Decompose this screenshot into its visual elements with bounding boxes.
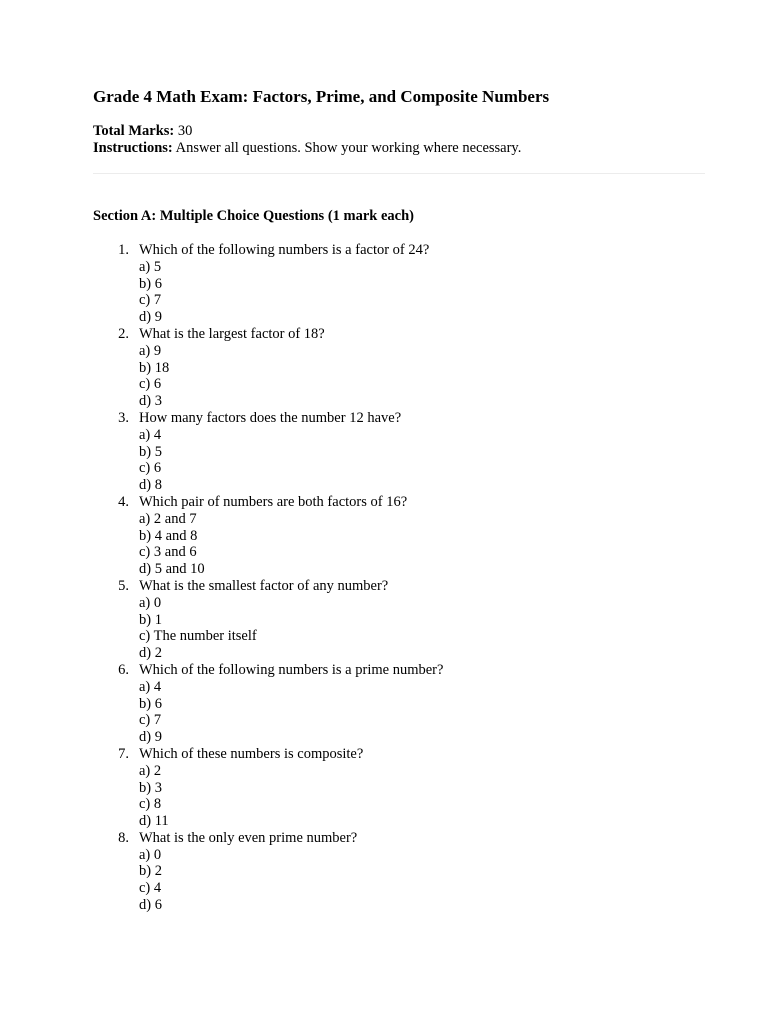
answer-option: c) 4 [139, 880, 162, 897]
answer-option: d) 3 [139, 393, 162, 410]
answer-option: d) 8 [139, 477, 162, 494]
question-item [93, 242, 443, 326]
answer-option: d) 11 [139, 813, 169, 830]
answer-option: d) 9 [139, 309, 162, 326]
answer-option: c) The number itself [139, 628, 257, 645]
question-text: What is the largest factor of 18? [139, 325, 325, 342]
question-number: 2. [118, 325, 129, 342]
question-item [93, 410, 443, 494]
answer-option: a) 9 [139, 342, 162, 359]
answer-option: d) 5 and 10 [139, 561, 205, 578]
answer-option: b) 3 [139, 779, 162, 796]
question-number: 3. [118, 409, 129, 426]
question-text: Which of the following numbers is a prime number? [139, 661, 444, 678]
answer-option: c) 7 [139, 712, 162, 729]
answer-option: a) 4 [139, 678, 162, 695]
question-number: 5. [118, 577, 129, 594]
total-marks-line [93, 123, 521, 140]
answer-option: b) 4 and 8 [139, 527, 198, 544]
question-text: How many factors does the number 12 have? [139, 409, 402, 426]
section-a-title: Section A: Multiple Choice Questions (1 mark each) [93, 208, 414, 224]
question-text: What is the only even prime number? [139, 829, 358, 846]
question-list [93, 242, 443, 914]
question-text: Which pair of numbers are both factors of 16? [139, 493, 408, 510]
answer-option: a) 0 [139, 846, 162, 863]
question-item [93, 830, 443, 914]
question-text: Which of the following numbers is a factor of 24? [139, 242, 430, 258]
question-text: What is the smallest factor of any number? [139, 577, 389, 594]
answer-option: c) 6 [139, 460, 162, 477]
question-text: Which of these numbers is composite? [139, 745, 364, 762]
answer-option: a) 4 [139, 426, 162, 443]
instructions-text: Answer all questions. Show your working where necessary. [175, 140, 522, 156]
answer-option: a) 2 [139, 762, 162, 779]
instructions-label: Instructions: [93, 140, 173, 156]
question-number: 4. [118, 493, 129, 510]
answer-option: c) 3 and 6 [139, 544, 197, 561]
answer-option: b) 18 [139, 359, 170, 376]
total-marks-value: 30 [177, 123, 193, 139]
question-item [93, 746, 443, 830]
answer-option: b) 6 [139, 695, 162, 712]
answer-option: d) 2 [139, 645, 162, 662]
exam-meta [93, 123, 521, 157]
answer-option: b) 6 [139, 275, 162, 292]
answer-option: a) 0 [139, 594, 162, 611]
instructions-line [93, 140, 521, 157]
answer-option: b) 2 [139, 863, 162, 880]
question-item [93, 494, 443, 578]
page-title: Grade 4 Math Exam: Factors, Prime, and Composite Numbers [93, 87, 550, 106]
answer-option: d) 6 [139, 897, 162, 914]
answer-option: c) 8 [139, 796, 162, 813]
divider [93, 173, 705, 174]
question-item [93, 326, 443, 410]
question-item [93, 662, 443, 746]
answer-option: a) 2 and 7 [139, 510, 197, 527]
answer-option: c) 7 [139, 292, 162, 309]
answer-option: b) 5 [139, 443, 162, 460]
question-number: 1. [118, 242, 129, 258]
question-item [93, 578, 443, 662]
question-number: 8. [118, 829, 129, 846]
answer-option: c) 6 [139, 376, 162, 393]
question-number: 6. [118, 661, 129, 678]
question-number: 7. [118, 745, 129, 762]
total-marks-label: Total Marks: [93, 123, 175, 139]
answer-option: d) 9 [139, 729, 162, 746]
answer-option: b) 1 [139, 611, 162, 628]
answer-option: a) 5 [139, 258, 162, 275]
